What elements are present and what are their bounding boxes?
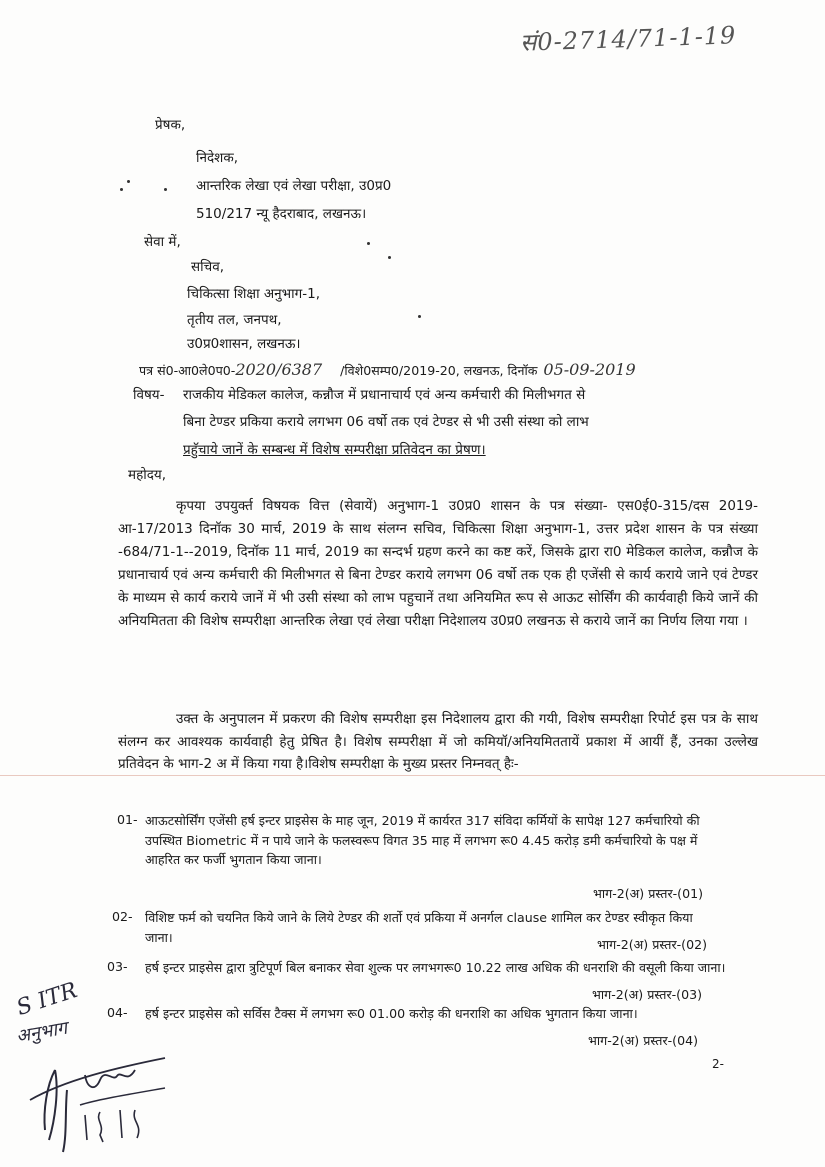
recipient-section: चिकित्सा शिक्षा अनुभाग-1, <box>187 286 320 302</box>
recipient-label: सेवा में, <box>144 234 181 250</box>
page-continuation: 2- <box>712 1057 724 1071</box>
point-reference: भाग-2(अ) प्रस्तर-(04) <box>588 1033 699 1048</box>
letter-ref-prefix: पत्र सं0-आ0ले0प0- <box>139 363 236 378</box>
margin-note-2: अनुभाग <box>14 1017 69 1048</box>
paragraph-1: कृपया उपयुर्क्त विषयक वित्त (सेवायें) अनुभाग-1 उ0प्र0 शासन के पत्र संख्या- एस0ई0-315/दस 2019-आ-17/2013 दिनॉक 30 मार्च, 2019 के साथ संलग्न सचिव, चिकित्सा शिक्षा अनुभाग-1, उत्तर प्रदेश शासन के पत्र संख्या -684/71-1--2019, दिनॉक 11 मार्च, 2019 का सन्दर्भ ग्रहण करने का कष्ट करें, जिसके द्वारा रा0 मेडिकल कालेज, कन्नौज के प्रधानाचार्य एवं अन्य कर्मचारी की मिलीभगत से बिना टेण्डर कराये लगभग 06 वर्षो तक एक ही एजेंसी से कार्य कराये जाने एवं टेण्डर के माध्यम से कार्य कराये जानें में भी उसी संस्था को लाभ पहुचानें तथा अनियमित रूप से आऊट सोर्सिंग की कार्यवाही किये जानें की अनियमितता की विशेष सम्परीक्षा आन्तरिक लेखा एवं लेखा परीक्षा निदेशालय उ0प्र0 लखनऊ से कराये जानें का निर्णय लिया गया । <box>118 498 758 629</box>
point-reference: भाग-2(अ) प्रस्तर-(02) <box>597 937 708 952</box>
letter-ref-middle: /विशे0सम्प0/2019-20, लखनऊ, दिनॉक <box>340 363 538 378</box>
point-number: 04- <box>107 1005 128 1020</box>
point-text: हर्ष इन्टर प्राइसेस द्वारा त्रुटिपूर्ण बिल बनाकर सेवा शुल्क पर लगभगरू0 10.22 लाख अधिक की धनराशि की वसूली किया जाना। <box>145 960 726 975</box>
letter-ref-number: 2020/6387 <box>235 360 323 379</box>
recipient-designation: सचिव, <box>191 259 224 275</box>
point-text: हर्ष इन्टर प्राइसेस को सर्विस टैक्स में लगभग रू0 01.00 करोड़ की धनराशि का अधिक भुगतान किया जाना। <box>145 1006 638 1021</box>
point-text: विशिष्ट फर्म को चयनित किये जाने के लिये टेण्डर की शर्तो एवं प्रकिया में अनर्गल clause शामिल कर टेण्डर स्वीकृत किया जाना। <box>145 910 693 945</box>
subject-line-2: बिना टेण्डर प्रकिया कराये लगभग 06 वर्षो तक एवं टेण्डर से भी उसी संस्था को लाभ <box>183 414 589 430</box>
subject-line-3: प्रहुॅचाये जानें के सम्बन्ध में विशेष सम्परीक्षा प्रतिवेदन का प्रेषण। <box>183 442 486 458</box>
letter-ref-date: 05-09-2019 <box>543 360 636 379</box>
recipient-govt: उ0प्र0शासन, लखनऊ। <box>187 336 301 352</box>
recipient-floor: तृतीय तल, जनपथ, <box>187 312 282 328</box>
sender-label: प्रेषक, <box>155 117 186 133</box>
sender-designation: निदेशक, <box>196 150 238 166</box>
sender-office: आन्तरिक लेखा एवं लेखा परीक्षा, उ0प्र0 <box>196 178 392 194</box>
corner-handwritten-number: सं0-2714/71-1-19 <box>519 21 737 57</box>
point-reference: भाग-2(अ) प्रस्तर-(01) <box>593 886 704 901</box>
subject-line-1: राजकीय मेडिकल कालेज, कन्नौज में प्रधानाचार्य एवं अन्य कर्मचारी की मिलीभगत से <box>183 387 586 403</box>
point-number: 01- <box>117 812 138 827</box>
scan-speck <box>367 242 370 245</box>
scan-line <box>0 775 825 776</box>
subject-label: विषय- <box>133 387 165 403</box>
scan-speck <box>120 188 123 191</box>
letter-reference <box>139 360 636 379</box>
point-text: आऊटसोर्सिंग एजेंसी हर्ष इन्टर प्राइसेस के माह जून, 2019 में कार्यरत 317 संविदा कर्मियों के सापेक्ष 127 कर्मचारियो की उपस्थित Biometric में न पाये जाने के फलस्वरूप विगत 35 माह में लगभग रू0 4.45 करोड़ डमी कर्मचारियो के पक्ष में आहरित कर फर्जी भुगतान किया जाना। <box>145 813 700 867</box>
point-number: 02- <box>112 909 133 924</box>
scan-speck <box>164 188 167 191</box>
salutation: महोदय, <box>128 467 167 483</box>
point-reference: भाग-2(अ) प्रस्तर-(03) <box>592 987 703 1002</box>
paragraph-2: उक्त के अनुपालन में प्रकरण की विशेष सम्परीक्षा इस निदेशालय द्वारा की गयी, विशेष सम्परीक्षा रिपोर्ट इस पत्र के साथ संलग्न कर आवश्यक कार्यवाही हेतु प्रेषित है। विशेष सम्परीक्षा में जो कमियॉ/अनियमिततायें प्रकाश में आयीं हैं, उनका उल्लेख प्रतिवेदन के भाग-2 अ में किया गया है।विशेष सम्परीक्षा के मुख्य प्रस्तर निम्नवत् हैः- <box>118 711 758 772</box>
margin-note-1: S ITR <box>13 978 81 1021</box>
scan-speck <box>127 180 130 183</box>
sender-address: 510/217 न्यू हैदराबाद, लखनऊ। <box>196 206 367 222</box>
scan-speck <box>418 315 421 318</box>
point-number: 03- <box>107 959 128 974</box>
scan-speck <box>388 256 391 259</box>
